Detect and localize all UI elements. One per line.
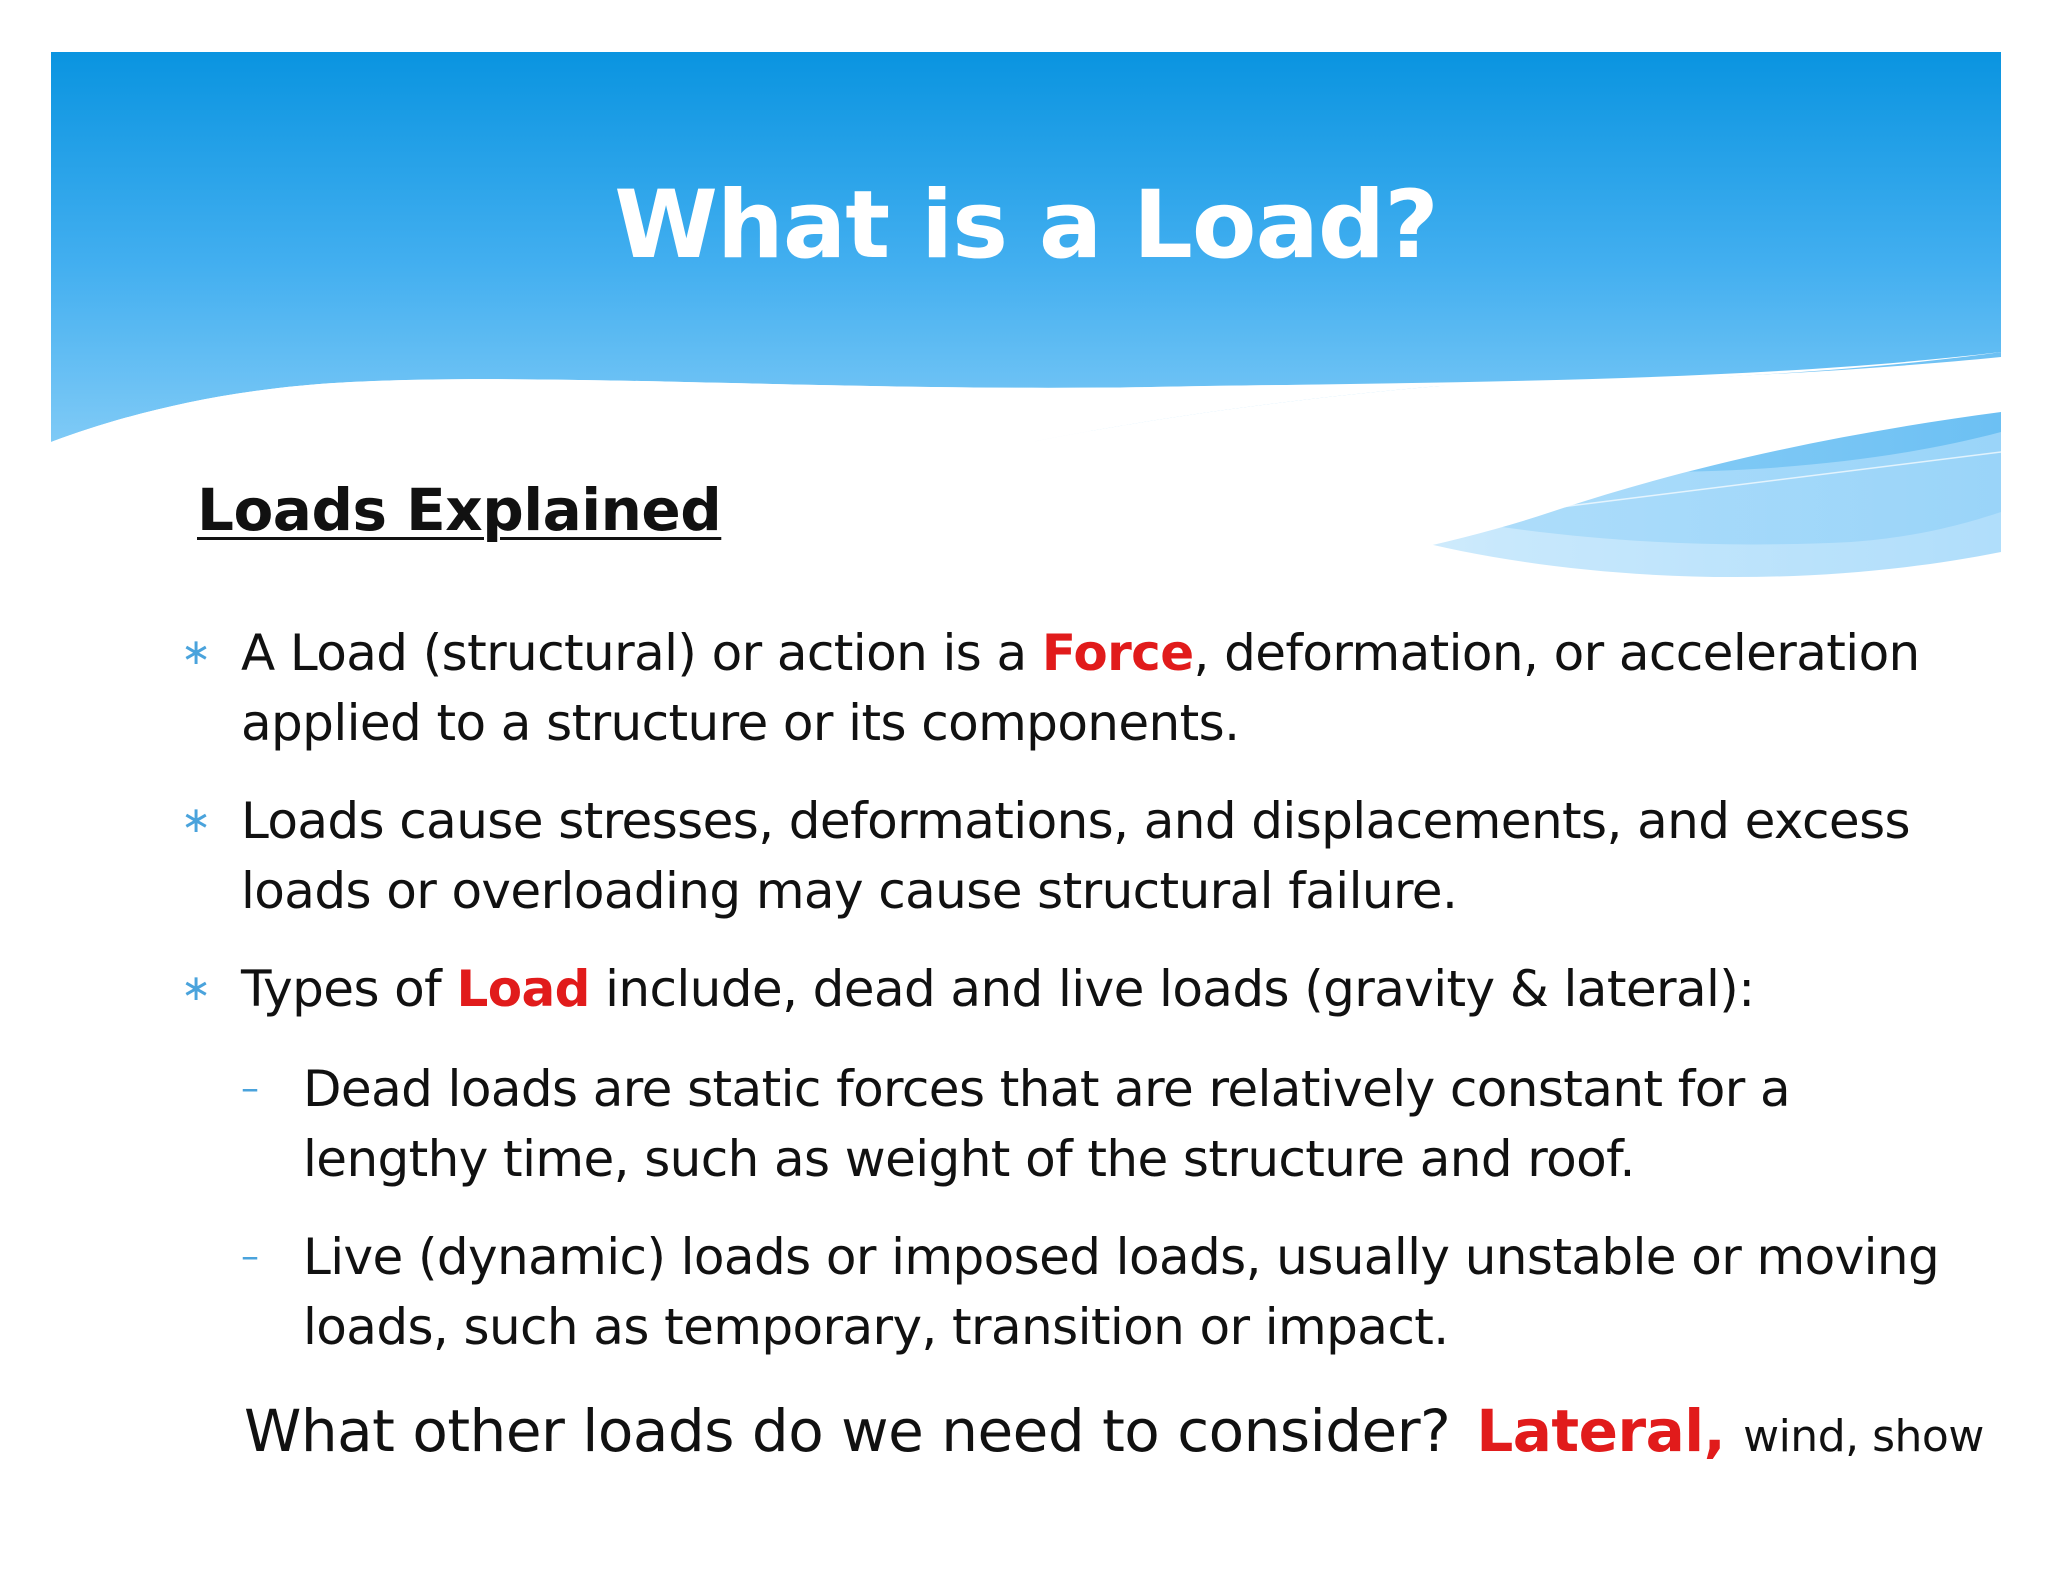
slide-title: What is a Load?: [614, 171, 1438, 280]
bullet-text-after: include, dead and live loads (gravity & lateral):: [589, 960, 1755, 1018]
asterisk-bullet-icon: ∗: [181, 800, 211, 841]
bullet-item-load-effects: [181, 786, 1971, 926]
slide: [51, 52, 2001, 1540]
dash-bullet-icon: –: [241, 1236, 259, 1277]
sub-bullet-text: Live (dynamic) loads or imposed loads, usually unstable or moving loads, such as temporary, transition or impact.: [303, 1228, 1940, 1356]
sub-bullet-live-loads: [241, 1222, 1971, 1362]
asterisk-bullet-icon: ∗: [181, 968, 211, 1009]
answer-highlight: Lateral,: [1476, 1397, 1726, 1465]
highlight-force: Force: [1041, 624, 1194, 682]
bullet-item-load-definition: [181, 618, 1971, 758]
answer-rest: wind, show: [1743, 1411, 1984, 1462]
asterisk-bullet-icon: ∗: [181, 632, 211, 673]
bullet-text: Loads cause stresses, deformations, and displacements, and excess loads or overloading may cause structural failure.: [241, 792, 1910, 920]
sub-bullet-dead-loads: [241, 1054, 1971, 1194]
bullet-text-before: Types of: [241, 960, 457, 1018]
bullet-text-after: , deformation, or acceleration applied to a structure or its components.: [241, 624, 1920, 752]
bullet-text-before: A Load (structural) or action is a: [241, 624, 1042, 682]
dash-bullet-icon: –: [241, 1068, 259, 1109]
question-text: What other loads do we need to consider?: [244, 1397, 1451, 1465]
bullet-list: [181, 618, 1971, 1390]
sub-bullet-list: [241, 1054, 1971, 1362]
highlight-load: Load: [456, 960, 590, 1018]
closing-question: [244, 1397, 1984, 1467]
bullet-item-load-types: [181, 954, 1971, 1362]
sub-bullet-text: Dead loads are static forces that are relatively constant for a lengthy time, such as weight of the structure and roof.: [303, 1060, 1791, 1188]
section-heading: Loads Explained: [197, 476, 722, 544]
